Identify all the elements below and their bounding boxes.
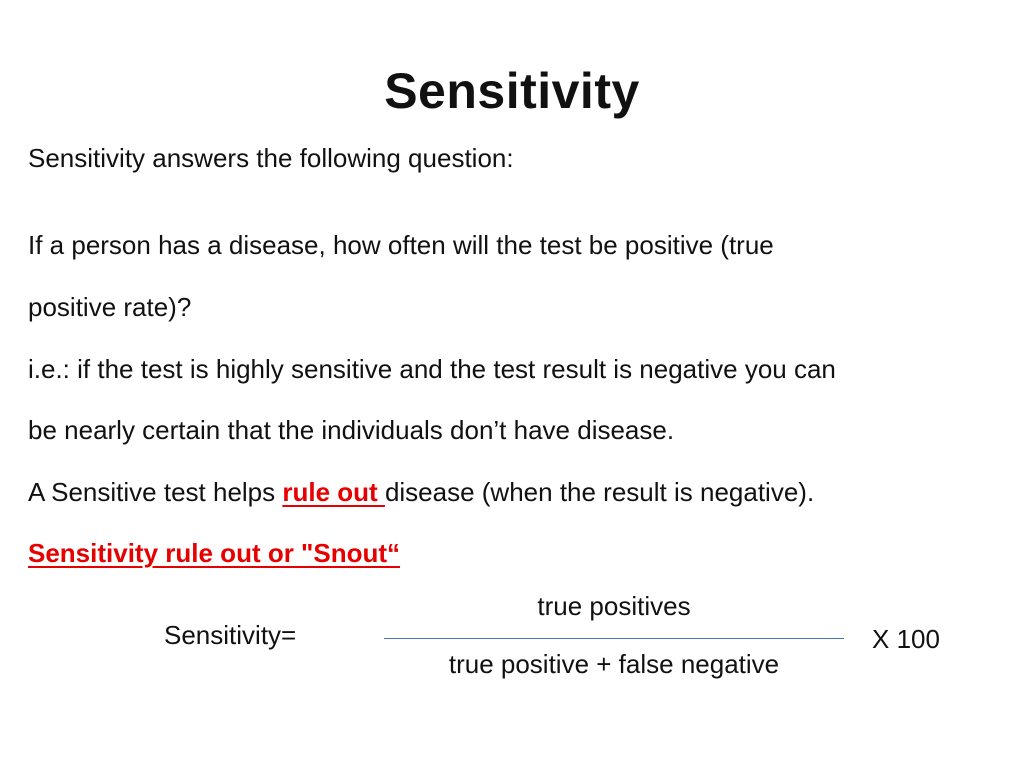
rule-out-sentence-prefix: A Sensitive test helps [28,477,283,507]
rule-out-highlight: rule out [282,477,385,507]
snout-mnemonic [28,538,400,569]
intro-text: Sensitivity answers the following question: [28,143,514,173]
question-line-1: If a person has a disease, how often will the test be positive (true [28,230,774,260]
fraction-bar [384,638,844,639]
formula-multiplier: X 100 [872,624,940,654]
slide-title: Sensitivity [384,63,640,119]
question-line-2: positive rate)? [28,292,192,322]
ie-line-2: be nearly certain that the individuals don’t have disease. [28,415,675,445]
rule-out-sentence [28,477,814,508]
rule-out-sentence-suffix: disease (when the result is negative). [384,477,815,507]
ie-line-1: i.e.: if the test is highly sensitive and the test result is negative you can [28,354,836,384]
formula-denominator: true positive + false negative [448,649,780,679]
formula-numerator: true positives [537,591,691,621]
formula-label: Sensitivity= [164,620,297,650]
snout-mnemonic-text: Sensitivity rule out or "Snout“ [28,538,401,568]
